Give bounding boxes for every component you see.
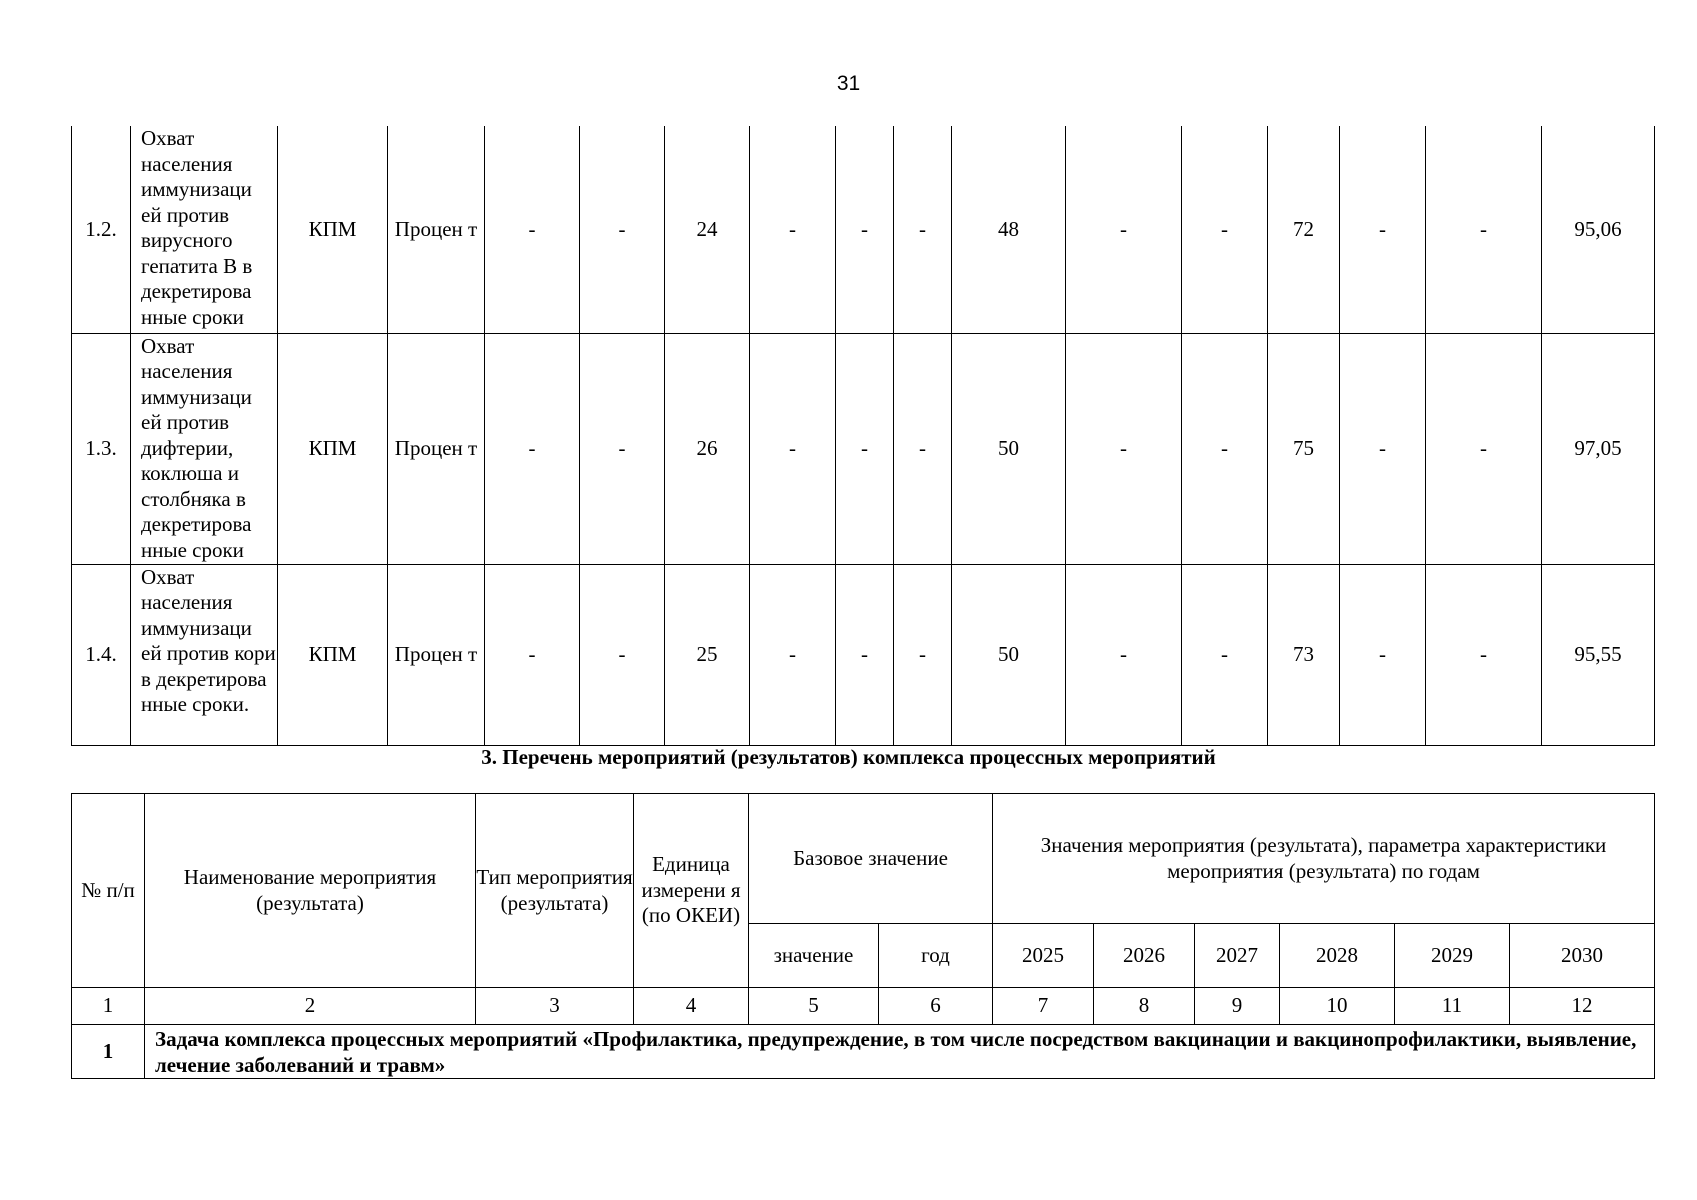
indicator-number: 1.3.	[72, 333, 131, 564]
section-3-title: 3. Перечень мероприятий (результатов) комплекса процессных мероприятий	[481, 745, 1216, 769]
indicator-row	[72, 333, 1655, 564]
indicator-value: 95,06	[1542, 126, 1655, 333]
header-year: 2025	[993, 924, 1094, 988]
task-row	[72, 1025, 1655, 1079]
column-number: 6	[879, 988, 993, 1025]
column-numbers-row	[72, 988, 1655, 1025]
indicator-name: Охват населения иммунизаци ей против дифтерии, коклюша и столбняка в декретирова нные сроки	[131, 333, 278, 564]
indicator-value: -	[1182, 333, 1268, 564]
column-number: 1	[72, 988, 145, 1025]
column-number: 7	[993, 988, 1094, 1025]
header-name: Наименование мероприятия (результата)	[145, 794, 476, 988]
column-number: 2	[145, 988, 476, 1025]
indicator-value: -	[1066, 564, 1182, 745]
page-number: 31	[836, 72, 861, 95]
task-text: Задача комплекса процессных мероприятий «Профилактика, предупреждение, в том числе посредством вакцинации и вакцинопрофилактики, выявление, лечение заболеваний и травм»	[145, 1025, 1655, 1079]
indicator-unit: Процен т	[388, 333, 485, 564]
indicator-value: 75	[1268, 333, 1340, 564]
indicator-row	[72, 564, 1655, 745]
indicator-value: -	[1182, 564, 1268, 745]
indicator-row	[72, 126, 1655, 333]
header-unit: Единица измерени я (по ОКЕИ)	[634, 794, 749, 988]
header-year: 2026	[1094, 924, 1195, 988]
indicator-value: 48	[952, 126, 1066, 333]
indicator-number: 1.2.	[72, 126, 131, 333]
column-number: 11	[1395, 988, 1510, 1025]
header-base: Базовое значение	[749, 794, 993, 924]
indicator-level: КПМ	[278, 126, 388, 333]
activities-table	[71, 793, 1655, 1079]
indicator-value: 50	[952, 564, 1066, 745]
indicator-value: -	[894, 126, 952, 333]
indicator-unit: Процен т	[388, 126, 485, 333]
indicator-value: -	[836, 564, 894, 745]
indicator-value: 26	[665, 333, 750, 564]
indicator-value: 50	[952, 333, 1066, 564]
indicator-value: -	[1426, 126, 1542, 333]
indicator-value: -	[1426, 333, 1542, 564]
indicator-value: -	[1340, 564, 1426, 745]
column-number: 10	[1280, 988, 1395, 1025]
column-number: 3	[476, 988, 634, 1025]
indicator-value: -	[1066, 126, 1182, 333]
indicator-level: КПМ	[278, 564, 388, 745]
indicator-value: -	[1340, 126, 1426, 333]
indicator-name: Охват населения иммунизаци ей против вирусного гепатита В в декретирова нные сроки	[131, 126, 278, 333]
header-base-value: значение	[749, 924, 879, 988]
indicator-value: -	[750, 564, 836, 745]
indicator-value: -	[1182, 126, 1268, 333]
column-number: 12	[1510, 988, 1655, 1025]
column-number: 4	[634, 988, 749, 1025]
indicator-value: -	[1340, 333, 1426, 564]
header-year: 2029	[1395, 924, 1510, 988]
task-number: 1	[72, 1025, 145, 1079]
indicator-value: -	[750, 126, 836, 333]
column-number: 8	[1094, 988, 1195, 1025]
indicator-name: Охват населения иммунизаци ей против кори в декретирова нные сроки.	[131, 564, 278, 745]
indicator-value: -	[836, 333, 894, 564]
header-type: Тип мероприятия (результата)	[476, 794, 634, 988]
indicator-value: -	[580, 564, 665, 745]
indicator-value: 73	[1268, 564, 1340, 745]
indicator-value: -	[836, 126, 894, 333]
header-values: Значения мероприятия (результата), параметра характеристики мероприятия (результата) по годам	[993, 794, 1655, 924]
indicator-value: -	[1066, 333, 1182, 564]
indicator-value: -	[485, 126, 580, 333]
indicator-value: 95,55	[1542, 564, 1655, 745]
indicator-level: КПМ	[278, 333, 388, 564]
header-year: 2027	[1195, 924, 1280, 988]
indicator-value: -	[485, 564, 580, 745]
indicator-unit: Процен т	[388, 564, 485, 745]
indicator-number: 1.4.	[72, 564, 131, 745]
indicator-value: -	[580, 333, 665, 564]
indicator-value: 25	[665, 564, 750, 745]
header-num: № п/п	[72, 794, 145, 988]
header-base-year: год	[879, 924, 993, 988]
column-number: 5	[749, 988, 879, 1025]
indicator-value: 72	[1268, 126, 1340, 333]
header-year: 2030	[1510, 924, 1655, 988]
column-number: 9	[1195, 988, 1280, 1025]
indicator-value: 24	[665, 126, 750, 333]
indicator-value: -	[580, 126, 665, 333]
indicator-value: 97,05	[1542, 333, 1655, 564]
header-year: 2028	[1280, 924, 1395, 988]
indicator-value: -	[894, 333, 952, 564]
indicator-value: -	[750, 333, 836, 564]
indicator-value: -	[485, 333, 580, 564]
indicator-value: -	[1426, 564, 1542, 745]
indicators-table	[71, 126, 1655, 746]
indicator-value: -	[894, 564, 952, 745]
